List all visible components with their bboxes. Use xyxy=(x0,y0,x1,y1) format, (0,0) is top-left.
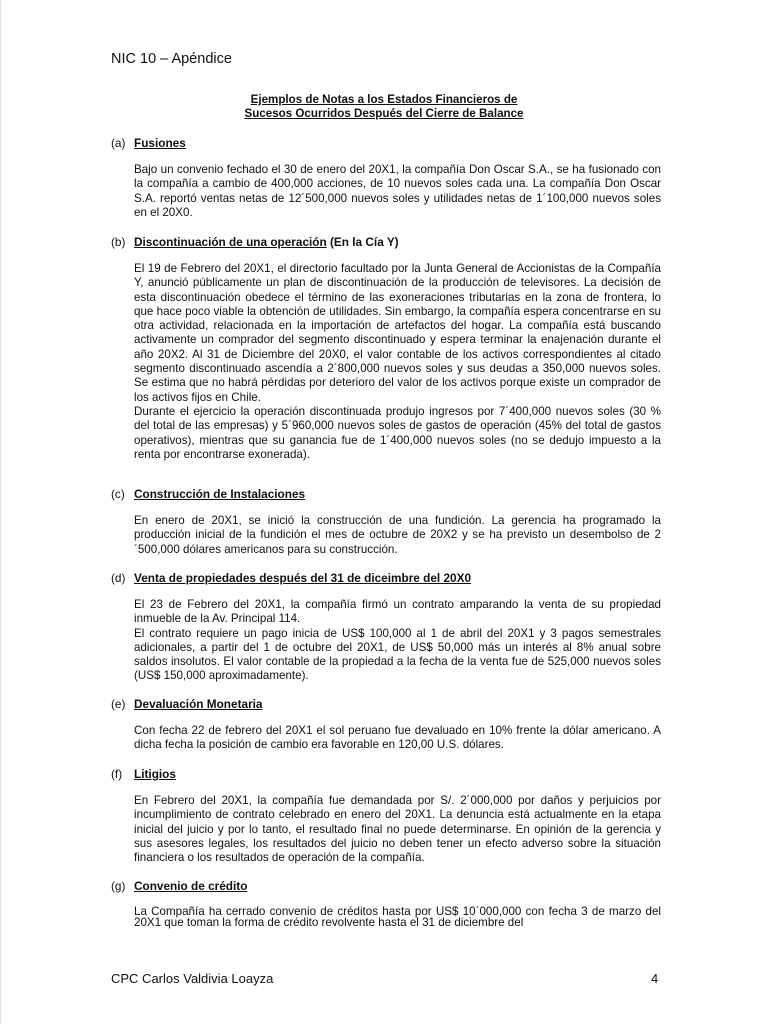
section-fusiones xyxy=(111,136,661,220)
page-header: NIC 10 – Apéndice xyxy=(111,51,232,67)
section-heading xyxy=(111,136,661,150)
section-heading xyxy=(111,571,661,585)
document-title xyxy=(0,93,768,121)
section-title: Discontinuación de una operación xyxy=(134,235,327,249)
section-heading xyxy=(111,487,661,501)
section-body xyxy=(134,163,661,220)
section-heading xyxy=(111,235,661,249)
section-title: Venta de propiedades después del 31 de diceimbre del 20X0 xyxy=(134,571,472,585)
paragraph: En Febrero del 20X1, la compañía fue demandada por S/. 2´000,000 por daños y perjuicios por incumplimiento de contrato celebrado en enero del 20X1. La denuncia está actualmente en la etapa inicial del juicio y por lo tanto, el resultado final no puede determinarse. En opinión de la gerencia y sus asesores legales, los resultados del juicio no deben tener un efecto adverso sobre la situación financiera o los resultados de operación de la compañía. xyxy=(134,794,661,865)
title-line-2: Sucesos Ocurridos Después del Cierre de Balance xyxy=(244,107,524,120)
paragraph: La Compañía ha cerrado convenio de créditos hasta por US$ 10´000,000 con fecha 3 de marzo del 20X1 que toman la forma de crédito revolvente hasta el 31 de diciembre del xyxy=(134,905,661,929)
footer-author: CPC Carlos Valdivia Loayza xyxy=(111,971,274,986)
section-letter: (f) xyxy=(111,767,123,781)
section-body xyxy=(134,724,661,753)
section-body xyxy=(134,514,661,557)
section-heading xyxy=(111,767,661,781)
page-edge xyxy=(0,0,1,1024)
paragraph: En enero de 20X1, se inició la construcción de una fundición. La gerencia ha programado la producción inicial de la fundición el mes de octubre de 20X2 y se ha previsto un desembolso de 2´500,000 dólares americanos para su construcción. xyxy=(134,514,661,556)
section-letter: (e) xyxy=(111,697,126,711)
section-title: Devaluación Monetaria xyxy=(134,697,263,711)
title-line-1: Ejemplos de Notas a los Estados Financieros de xyxy=(250,93,518,106)
section-title: Construcción de Instalaciones xyxy=(134,487,306,501)
section-title: Litigios xyxy=(134,767,176,781)
paragraph: Bajo un convenio fechado el 30 de enero del 20X1, la compañía Don Oscar S.A., se ha fusionado con la compañía a cambio de 400,000 acciones, de 10 nuevos soles cada una. La compañía Don Oscar S.A. reportó ventas netas de 12´500,000 nuevos soles y utilidades netas de 1´100,000 nuevos soles en el 20X0. xyxy=(134,163,661,219)
section-construccion xyxy=(111,487,661,557)
section-body xyxy=(134,794,661,865)
section-title: Convenio de crédito xyxy=(134,879,248,893)
section-discontinuacion xyxy=(111,235,661,462)
footer-page-number: 4 xyxy=(651,971,659,986)
section-letter: (b) xyxy=(111,235,126,249)
paragraph: Durante el ejercicio la operación discontinuada produjo ingresos por 7´400,000 nuevos soles (30 % del total de las empresas) y 5´960,000 nuevos soles de gastos de operación (45% del total de gastos operativos), mientras que su ganancia fue de 1´400,000 nuevos soles (no se dedujo impuesto a la renta por encontrarse exonerada). xyxy=(134,404,661,461)
section-litigios xyxy=(111,767,661,865)
section-letter: (g) xyxy=(111,879,126,893)
section-subtitle: (En la Cía Y) xyxy=(326,235,399,249)
paragraph: El 23 de Febrero del 20X1, la compañía firmó un contrato amparando la venta de su propiedad inmueble de la Av. Principal 114. xyxy=(134,598,661,626)
section-letter: (c) xyxy=(111,487,125,501)
section-body xyxy=(134,262,661,462)
section-convenio-credito xyxy=(111,879,661,928)
section-venta-propiedades xyxy=(111,571,661,684)
section-heading xyxy=(111,879,661,893)
section-devaluacion xyxy=(111,697,661,753)
section-body xyxy=(134,598,661,684)
paragraph: El contrato requiere un pago inicia de US$ 100,000 al 1 de abril del 20X1 y 3 pagos semestrales adicionales, a partir del 1 de octubre del 20X1, de US$ 50,000 más un interés al 8% anual sobre saldos insolutos. El valor contable de la propiedad a la fecha de la venta fue de 525,000 nuevos soles (US$ 150,000 aproximadamente). xyxy=(134,626,661,683)
section-title: Fusiones xyxy=(134,136,186,150)
section-letter: (d) xyxy=(111,571,126,585)
paragraph: Con fecha 22 de febrero del 20X1 el sol peruano fue devaluado en 10% frente la dólar americano. A dicha fecha la posición de cambio era favorable en 120,00 U.S. dólares. xyxy=(134,724,661,752)
section-heading xyxy=(111,697,661,711)
section-body xyxy=(134,906,661,928)
paragraph: El 19 de Febrero del 20X1, el directorio facultado por la Junta General de Accionistas de la Compañía Y, anunció públicamente un plan de discontinuación de la producción de televisores. La decisión de esta discontinuación obedece el término de las exoneraciones tributarias en la zona de frontera, lo que hace poco viable la obtención de utilidades. Sin embargo, la compañía espera concentrarse en su otra actividad, relacionada en la importación de artefactos del hogar. La compañía está buscando activamente un comprador del segmento discontinuado y espera terminar la enajenación durante el año 20X2. Al 31 de Diciembre del 20X0, el valor contable de los activos correspondientes al citado segmento discontinuado ascendía a 2´800,000 nuevos soles y sus deudas a 350,000 nuevos soles. Se estima que no habrá pérdidas por deterioro del valor de los activos porque existe un comprador de los activos fijos en Chile. xyxy=(134,262,661,404)
section-letter: (a) xyxy=(111,136,126,150)
